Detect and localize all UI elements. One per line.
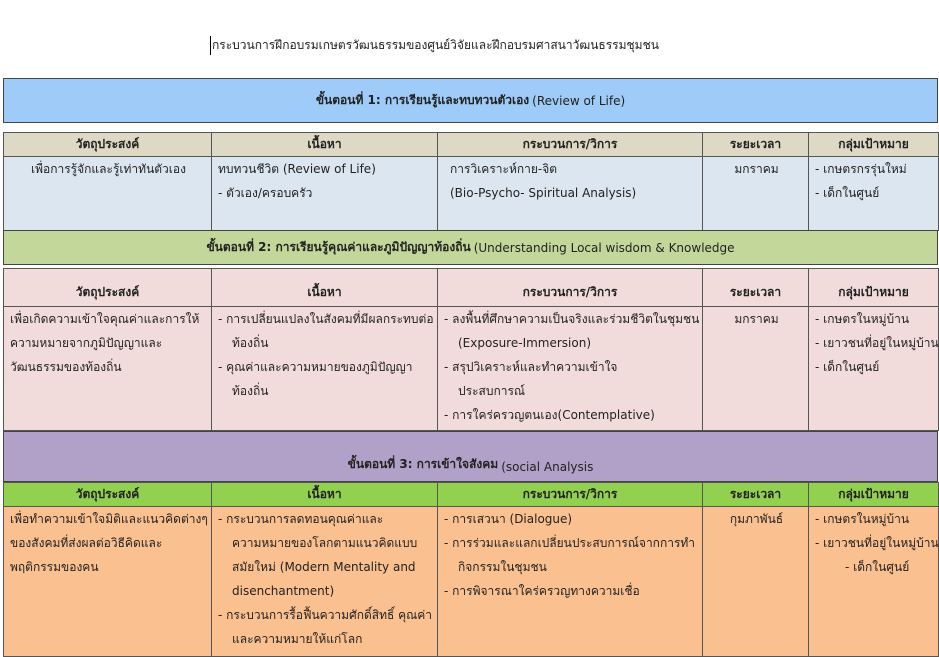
stage-1-table	[3, 132, 939, 231]
stage-2-body-row	[4, 307, 939, 431]
duration-value: มกราคม	[734, 162, 779, 176]
stage-2-process-cell	[438, 307, 703, 431]
header-content: เนื้อหา	[212, 269, 438, 307]
stage-3-objective-cell	[4, 507, 212, 657]
stage-3-banner	[3, 431, 938, 482]
stage-2-title: ขั้นตอนที่ 2: การเรียนรู้คุณค่าและภูมิปัญญาท้องถิ่น	[206, 240, 471, 254]
duration-value: มกราคม	[734, 312, 779, 326]
process-line: - สรุปวิเคราะห์และทำความเข้าใจ	[444, 360, 618, 374]
stage-2-target-cell	[809, 307, 939, 431]
objective-line: เพื่อทำความเข้าใจมิติและแนวคิดต่างๆ	[10, 512, 208, 526]
process-line: (Exposure-Immersion)	[458, 336, 592, 350]
stage-2-header-row	[4, 269, 939, 307]
process-line: - การร่วมและแลกเปลี่ยนประสบการณ์จากการทำ	[444, 536, 696, 550]
content-line: ท้องถิ่น	[232, 336, 269, 350]
objective-line: พฤติกรรมของคน	[10, 560, 99, 574]
objective-line: เพื่อเกิดความเข้าใจคุณค่าและการให้	[10, 312, 200, 326]
header-duration: ระยะเวลา	[703, 269, 809, 307]
stage-1-title: ขั้นตอนที่ 1: การเรียนรู้และทบทวนตัวเอง	[315, 93, 530, 107]
stage-3-table	[3, 482, 939, 657]
target-line: - เด็กในศูนย์	[815, 186, 880, 200]
document-title: กระบวนการฝึกอบรมเกษตรวัฒนธรรมของศูนย์วิจัยและฝึกอบรมศาสนาวัฒนธรรมชุมชน	[210, 36, 659, 55]
target-line: - เกษตรในหมู่บ้าน	[815, 512, 910, 526]
stage-2-subtitle: (Understanding Local wisdom & Knowledge	[473, 240, 735, 255]
process-line: - การใคร่ครวญตนเอง(Contemplative)	[444, 408, 655, 422]
content-line: - คุณค่าและความหมายของภูมิปัญญา	[218, 360, 413, 374]
header-target: กลุ่มเป้าหมาย	[809, 133, 939, 157]
stage-3-process-cell	[438, 507, 703, 657]
stage-1-header-row	[4, 133, 939, 157]
process-line: (Bio-Psycho- Spiritual Analysis)	[450, 186, 637, 200]
stage-1-subtitle: (Review of Life)	[532, 93, 626, 108]
content-line: สมัยใหม่ (Modern Mentality and	[232, 560, 416, 574]
header-content: เนื้อหา	[212, 133, 438, 157]
duration-value: กุมภาพันธ์	[729, 512, 784, 526]
target-line: - เด็กในศูนย์	[845, 560, 910, 574]
target-line: - เยาวชนที่อยู่ในหมู่บ้าน	[815, 536, 939, 550]
objective-line: วัฒนธรรมของท้องถิ่น	[10, 360, 122, 374]
stage-2-banner	[3, 230, 938, 265]
target-line: - เด็กในศูนย์	[815, 360, 880, 374]
stage-2-content-cell	[212, 307, 438, 431]
stage-2-objective-cell	[4, 307, 212, 431]
header-duration: ระยะเวลา	[703, 133, 809, 157]
process-line: - การพิจารณาใคร่ครวญทางความเชื่อ	[444, 584, 640, 598]
header-duration: ระยะเวลา	[703, 483, 809, 507]
content-line: ความหมายของโลกตามแนวคิดแบบ	[232, 536, 418, 550]
content-line: และความหมายให้แก่โลก	[232, 632, 363, 646]
header-content: เนื้อหา	[212, 483, 438, 507]
stage-3-subtitle: (social Analysis	[501, 460, 594, 474]
header-objective: วัตถุประสงค์	[4, 133, 212, 157]
objective-line: เพื่อการรู้จักและรู้เท่าทันตัวเอง	[31, 162, 186, 176]
content-line: ท้องถิ่น	[232, 384, 269, 398]
content-line: - กระบวนการลดทอนคุณค่าและ	[218, 512, 384, 526]
stage-2-table	[3, 268, 939, 431]
stage-1-body-row	[4, 157, 939, 231]
objective-line: ของสังคมที่ส่งผลต่อวิธีคิดและ	[10, 536, 163, 550]
stage-3-header-row	[4, 483, 939, 507]
target-line: - เยาวชนที่อยู่ในหมู่บ้าน	[815, 336, 939, 350]
stage-3-duration-cell	[703, 507, 809, 657]
content-line: ทบทวนชีวิต (Review of Life)	[218, 162, 376, 176]
header-process: กระบวนการ/วิการ	[438, 269, 703, 307]
process-line: การวิเคราะห์กาย-จิต	[450, 162, 558, 176]
content-line: disenchantment)	[232, 584, 335, 598]
stage-3-title: ขั้นตอนที่ 3: การเข้าใจสังคม	[347, 457, 499, 471]
objective-line: ความหมายจากภูมิปัญญาและ	[10, 336, 163, 350]
content-line: - การเปลี่ยนแปลงในสังคมที่มีผลกระทบต่อ	[218, 312, 434, 326]
stage-2-duration-cell	[703, 307, 809, 431]
process-line: ประสบการณ์	[458, 384, 526, 398]
header-target: กลุ่มเป้าหมาย	[809, 269, 939, 307]
stage-1-target-cell	[809, 157, 939, 231]
stage-3-content-cell	[212, 507, 438, 657]
stage-1-objective-cell	[4, 157, 212, 231]
stage-1-duration-cell	[703, 157, 809, 231]
header-objective: วัตถุประสงค์	[4, 269, 212, 307]
stage-1-banner	[3, 78, 938, 123]
target-line: - เกษตรในหมู่บ้าน	[815, 312, 910, 326]
header-objective: วัตถุประสงค์	[4, 483, 212, 507]
process-line: - ลงพื้นที่ศึกษาความเป็นจริงและร่วมชีวิตในชุมชน	[444, 312, 700, 326]
process-line: กิจกรรมในชุมชน	[458, 560, 547, 574]
content-line: - ตัวเอง/ครอบครัว	[218, 186, 313, 200]
content-line: - กระบวนการรื้อฟื้นความศักดิ์สิทธิ์ คุณค่า	[218, 608, 433, 622]
header-process: กระบวนการ/วิการ	[438, 133, 703, 157]
stage-3-body-row	[4, 507, 939, 657]
header-process: กระบวนการ/วิการ	[438, 483, 703, 507]
header-target: กลุ่มเป้าหมาย	[809, 483, 939, 507]
process-line: - การเสวนา (Dialogue)	[444, 512, 573, 526]
target-line: - เกษตรกรรุ่นใหม่	[815, 162, 907, 176]
stage-1-process-cell	[438, 157, 703, 231]
stage-1-content-cell	[212, 157, 438, 231]
stage-3-target-cell	[809, 507, 939, 657]
